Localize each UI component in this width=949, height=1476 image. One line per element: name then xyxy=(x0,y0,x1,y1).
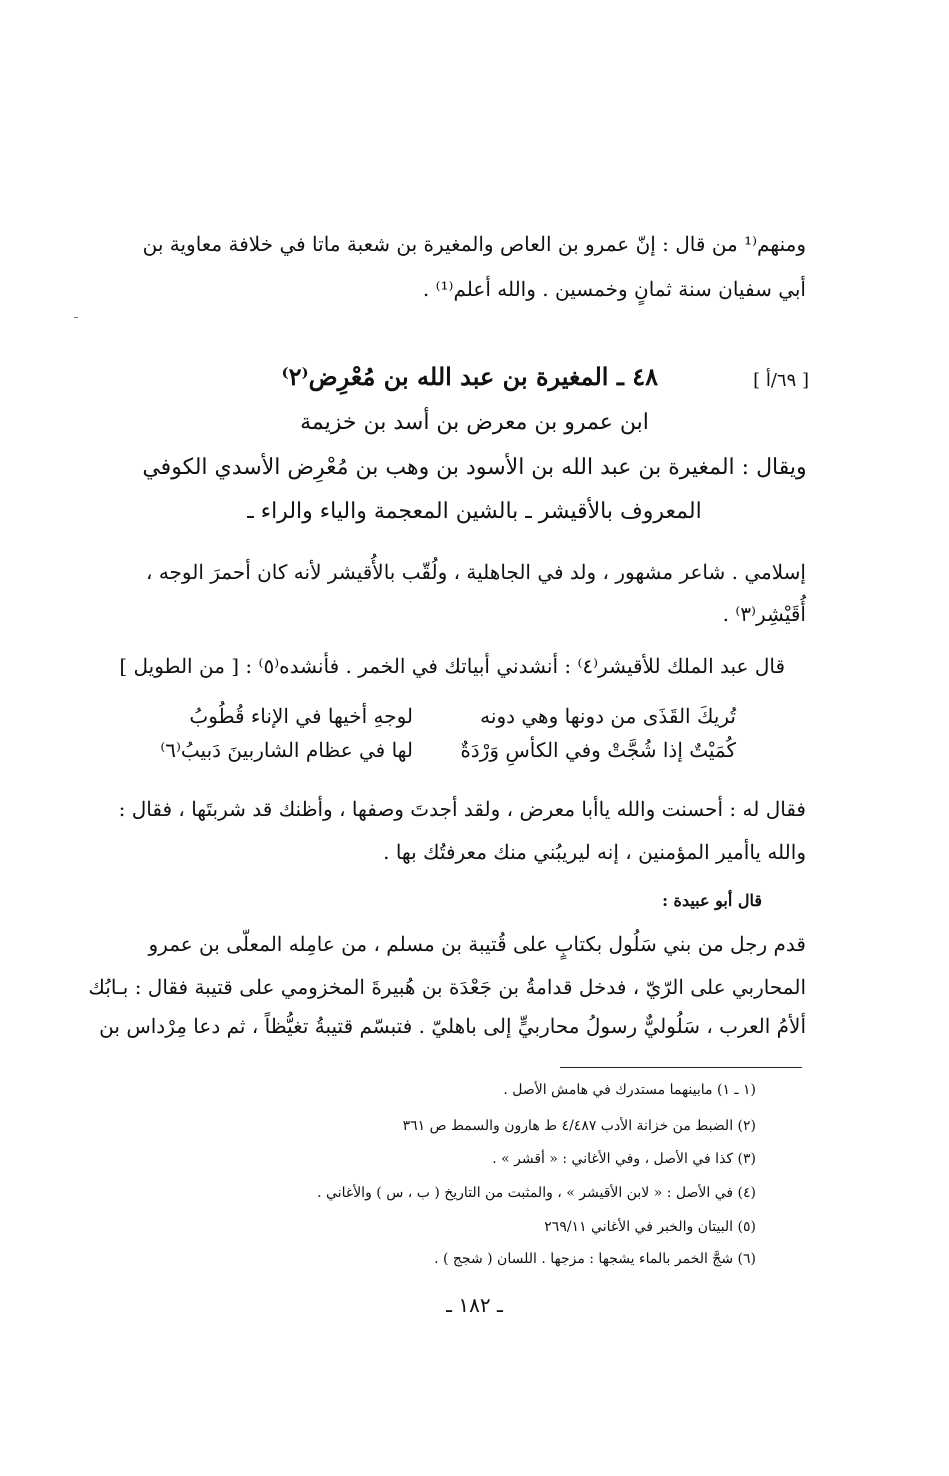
story-line-1: قدم رجل من بني سَلُول بكتابٍ على قُتيبة بن مسلم ، من عامِله المعلّى بن عمرو xyxy=(148,932,806,956)
source-label: قال أبو عبيدة : xyxy=(662,891,762,910)
anecdote-intro: قال عبد الملك للأقيشر⁽٤⁾ : أنشدني أبياتك في الخمر . فأنشده⁽٥⁾ : [ من الطويل ] xyxy=(119,654,785,678)
response-line-2: والله ياأمير المؤمنين ، إنه ليريبُني منك معرفتُك بها . xyxy=(383,840,806,864)
footnote-2: (٢) الضبط من خزانة الأدب ٤/٤٨٧ ط هارون والسمط ص ٣٦١ xyxy=(402,1118,756,1134)
lineage-line-2: ويقال : المغيرة بن عبد الله بن الأسود بن وهب بن مُعْرِض الأسدي الكوفي xyxy=(142,455,807,480)
lineage-line-3: المعروف بالأقيشر ـ بالشين المعجمة والياء والراء ـ xyxy=(247,499,702,524)
folio-reference: [ ٦٩/أ ] xyxy=(753,370,809,391)
footnote-4: (٤) في الأصل : « لابن الأقيشر » ، والمثبت من التاريخ ( ب ، س ) والأغاني . xyxy=(317,1185,756,1201)
verse-1-second-hemistich: لوجهِ أخيها في الإناء قُطُوبُ xyxy=(189,704,413,728)
verse-2-second-hemistich: لها في عظام الشاربينَ دَبيبُ⁽٦⁾ xyxy=(160,738,413,762)
intro-line-2: أبي سفيان سنة ثمانٍ وخمسين . والله أعلم⁽¹⁾ . xyxy=(422,277,806,301)
verse-2-first-hemistich: كُمَيْتٌ إذا شُجَّتْ وفي الكأسِ وَرْدَةٌ xyxy=(460,738,736,762)
verse-1-first-hemistich: تُريكَ القَذَى من دونها وهي دونه xyxy=(480,704,736,728)
story-line-3: ألأمُ العرب ، سَلُوليٌّ رسولُ محاربيٍّ إلى باهليّ . فتبسّم قتيبةُ تغيُّظاً ، ثم دعا مِرْداس بن xyxy=(99,1014,806,1038)
margin-mark xyxy=(74,317,78,318)
footnote-3: (٣) كذا في الأصل ، وفي الأغاني : « أقشر » . xyxy=(492,1151,756,1167)
page-number: ـ ١٨٢ ـ xyxy=(446,1293,503,1317)
bio-line-1: إسلامي . شاعر مشهور ، ولد في الجاهلية ، ولُقّب بالأُقيشر لأنه كان أحمرَ الوجه ، xyxy=(146,560,806,584)
bio-line-2: أُقَيْشِر⁽٣⁾ . xyxy=(722,602,806,626)
entry-heading: ٤٨ ـ المغيرة بن عبد الله بن مُعْرِض⁽٢⁾ xyxy=(281,362,658,391)
footnote-5: (٥) البيتان والخبر في الأغاني ٢٦٩/١١ xyxy=(544,1219,756,1235)
response-line-1: فقال له : أحسنت والله ياأبا معرض ، ولقد أجدتَ وصفها ، وأظنك قد شربتَها ، فقال : xyxy=(118,797,806,821)
footnote-divider xyxy=(560,1067,802,1068)
story-line-2: المحاربي على الرّيّ ، فدخل قدامةُ بن جَعْدَة بن هُبيرةَ المخزومي على قتيبة فقال : بـابُك xyxy=(88,975,806,999)
footnote-1: (١ ـ ١) مابينهما مستدرك في هامش الأصل . xyxy=(503,1082,756,1098)
footnote-6: (٦) شجَّ الخمر بالماء يشجها : مزجها . اللسان ( شجج ) . xyxy=(434,1251,756,1267)
intro-line-1: ومنهم⁽¹ من قال : إنّ عمرو بن العاص والمغيرة بن شعبة ماتا في خلافة معاوية بن xyxy=(142,232,806,256)
lineage-line-1: ابن عمرو بن معرض بن أسد بن خزيمة xyxy=(300,410,649,435)
